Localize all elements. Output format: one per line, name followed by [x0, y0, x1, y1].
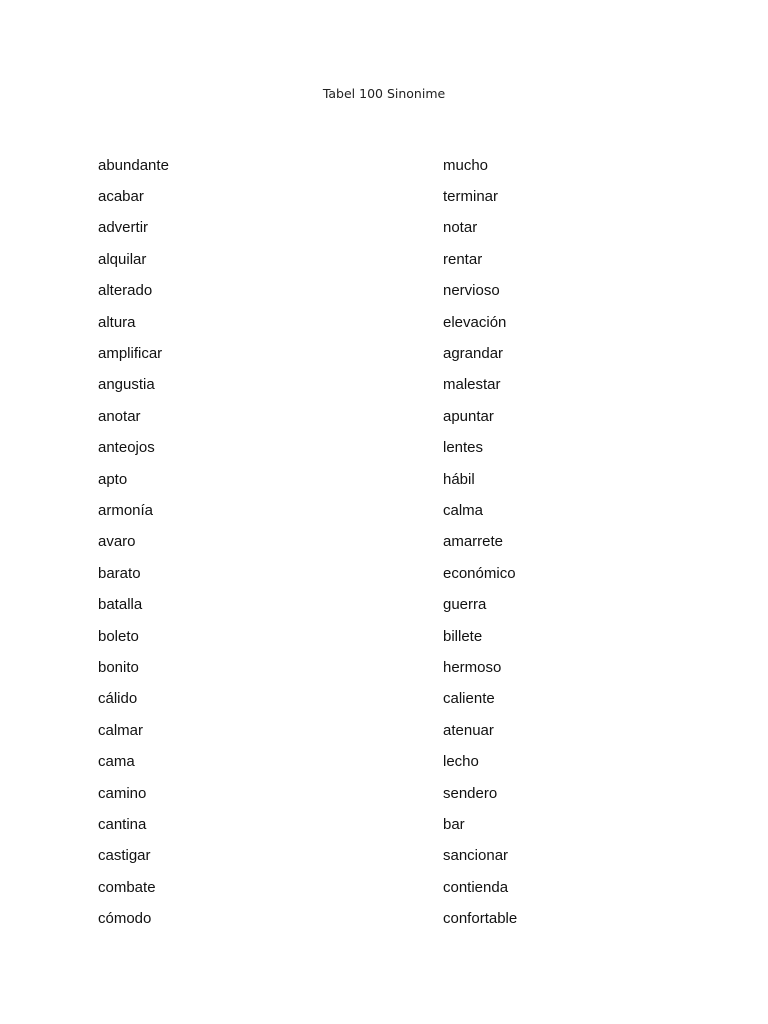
- table-row: [98, 527, 658, 558]
- synonym-cell: terminar: [443, 188, 499, 206]
- synonym-cell: apuntar: [443, 407, 494, 425]
- table-row: [98, 746, 658, 777]
- table-row: [98, 778, 658, 809]
- synonym-cell: sendero: [443, 784, 498, 802]
- synonym-cell: agrandar: [443, 345, 504, 363]
- table-row: [98, 244, 658, 275]
- word-cell: advertir: [98, 219, 149, 237]
- synonym-cell: amarrete: [443, 533, 504, 551]
- word-cell: abundante: [98, 156, 169, 174]
- table-row: [98, 276, 658, 307]
- table-row: [98, 464, 658, 495]
- table-row: [98, 338, 658, 369]
- page-title: Tabel 100 Sinonime: [322, 86, 446, 101]
- word-cell: altura: [98, 313, 136, 331]
- word-cell: bonito: [98, 658, 139, 676]
- word-cell: cantina: [98, 815, 147, 833]
- word-cell: boleto: [98, 627, 139, 645]
- synonym-cell: contienda: [443, 878, 509, 896]
- synonym-cell: caliente: [443, 690, 495, 708]
- table-row: [98, 401, 658, 432]
- synonym-cell: hermoso: [443, 658, 502, 676]
- word-cell: anotar: [98, 407, 141, 425]
- synonym-cell: malestar: [443, 376, 501, 394]
- synonym-cell: económico: [443, 564, 516, 582]
- word-cell: batalla: [98, 596, 143, 614]
- synonym-cell: lecho: [443, 753, 479, 771]
- table-row: [98, 621, 658, 652]
- table-row: [98, 181, 658, 212]
- word-cell: alterado: [98, 282, 153, 300]
- table-row: [98, 433, 658, 464]
- synonym-cell: elevación: [443, 313, 507, 331]
- word-cell: avaro: [98, 533, 136, 551]
- word-cell: apto: [98, 470, 128, 488]
- synonym-cell: atenuar: [443, 721, 494, 739]
- word-cell: anteojos: [98, 439, 155, 457]
- word-cell: cama: [98, 753, 135, 771]
- synonym-table: [98, 150, 658, 935]
- synonym-cell: mucho: [443, 156, 489, 174]
- synonym-cell: notar: [443, 219, 478, 237]
- synonym-cell: rentar: [443, 250, 483, 268]
- word-cell: cálido: [98, 690, 138, 708]
- word-cell: alquilar: [98, 250, 147, 268]
- word-cell: castigar: [98, 847, 151, 865]
- table-row: [98, 558, 658, 589]
- table-row: [98, 213, 658, 244]
- synonym-cell: billete: [443, 627, 483, 645]
- table-row: [98, 370, 658, 401]
- table-row: [98, 872, 658, 903]
- synonym-cell: hábil: [443, 470, 475, 488]
- table-row: [98, 684, 658, 715]
- word-cell: amplificar: [98, 345, 163, 363]
- word-cell: cómodo: [98, 910, 152, 928]
- table-row: [98, 589, 658, 620]
- table-row: [98, 715, 658, 746]
- word-cell: barato: [98, 564, 141, 582]
- word-cell: camino: [98, 784, 147, 802]
- table-row: [98, 495, 658, 526]
- table-row: [98, 652, 658, 683]
- synonym-cell: guerra: [443, 596, 487, 614]
- word-cell: angustia: [98, 376, 155, 394]
- synonym-cell: lentes: [443, 439, 484, 457]
- table-row: [98, 809, 658, 840]
- word-cell: acabar: [98, 188, 144, 206]
- table-row: [98, 150, 658, 181]
- word-cell: armonía: [98, 501, 154, 519]
- synonym-cell: sancionar: [443, 847, 509, 865]
- word-cell: combate: [98, 878, 156, 896]
- synonym-cell: nervioso: [443, 282, 500, 300]
- table-row: [98, 307, 658, 338]
- table-row: [98, 903, 658, 934]
- table-row: [98, 841, 658, 872]
- word-cell: calmar: [98, 721, 144, 739]
- synonym-cell: confortable: [443, 910, 518, 928]
- synonym-cell: bar: [443, 815, 465, 833]
- synonym-cell: calma: [443, 501, 484, 519]
